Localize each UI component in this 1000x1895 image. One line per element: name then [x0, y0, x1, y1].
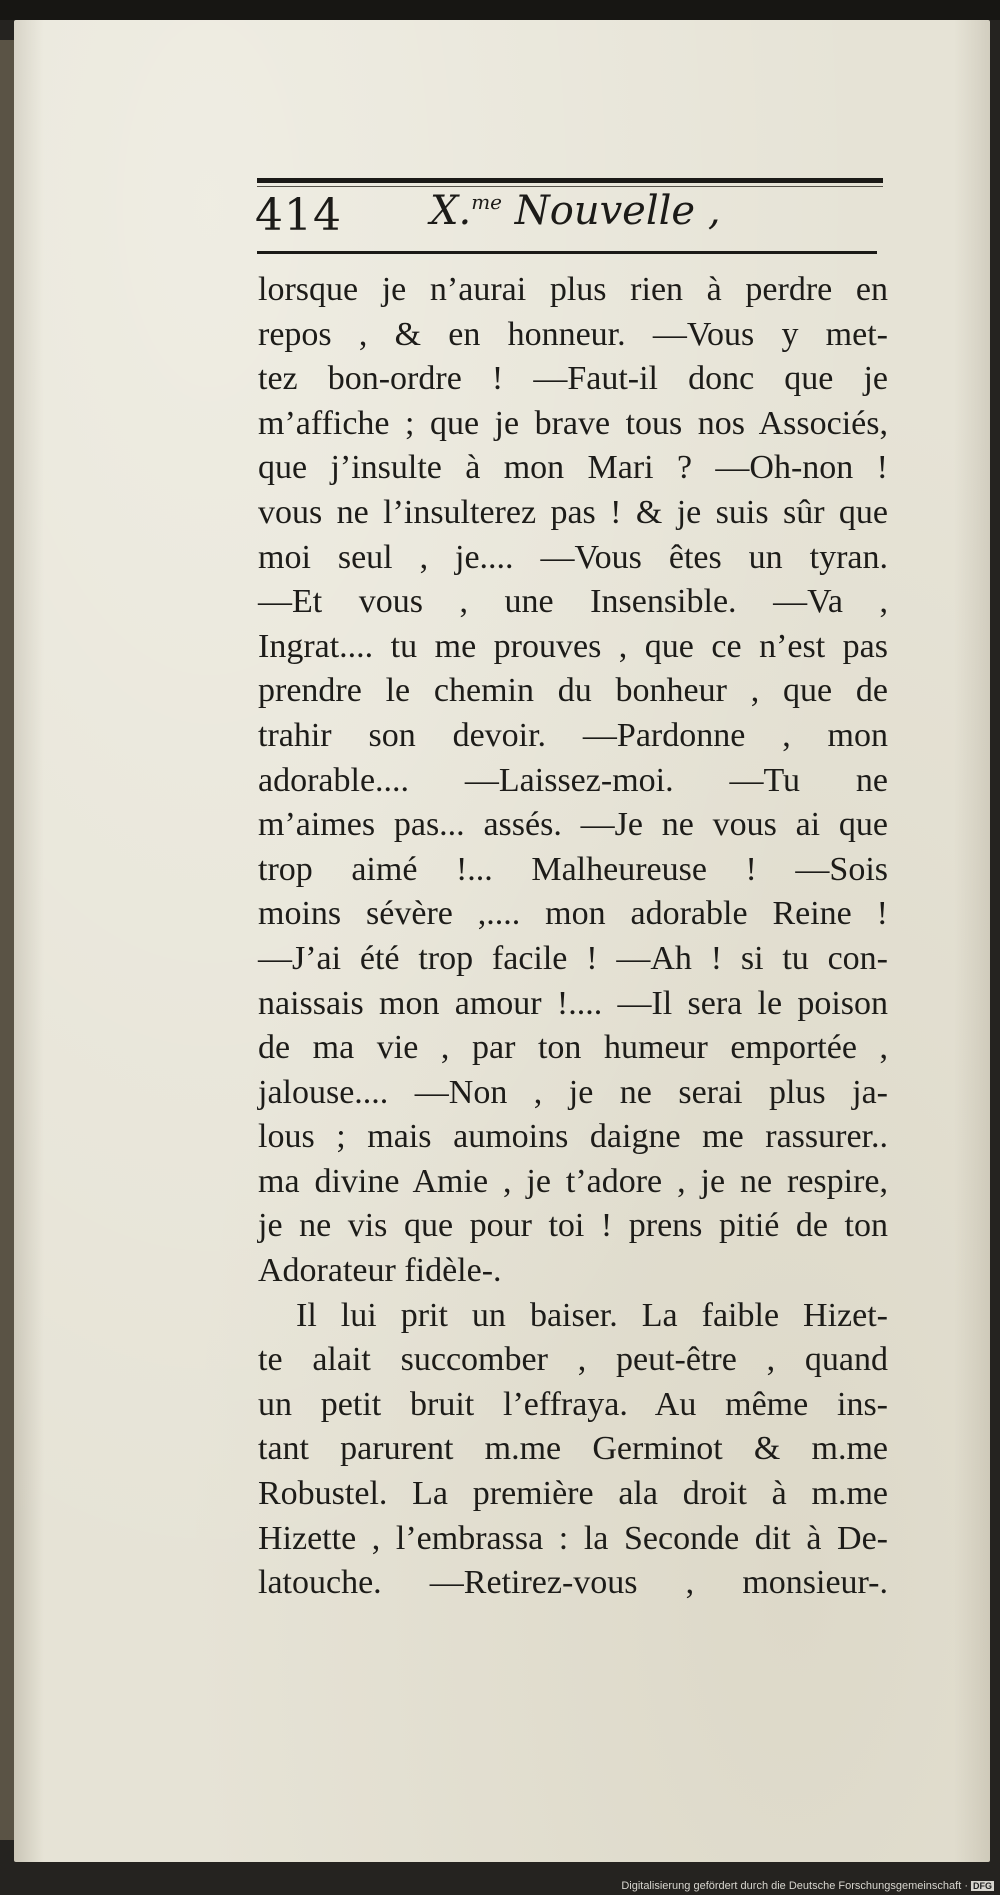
text-line: adorable.... —Laissez-moi. —Tu ne [258, 761, 888, 799]
running-title [430, 188, 721, 234]
page-number: 414 [255, 190, 342, 241]
text-line: que j’insulte à mon Mari ? —Oh-non ! [258, 449, 888, 487]
text-line: prendre le chemin du bonheur , que de [258, 672, 888, 710]
running-title-superscript: me [471, 190, 503, 214]
text-line: vous ne l’insulterez pas ! & je suis sûr que [258, 493, 888, 531]
text-line: tant parurent m.me Germinot & m.me [258, 1430, 888, 1468]
text-line: latouche. —Retirez-vous , monsieur-. [258, 1564, 888, 1602]
credit-text: Digitalisierung gefördert durch die Deutsche Forschungsgemeinschaft · [621, 1880, 968, 1892]
text-line: te alait succomber , peut-être , quand [258, 1341, 888, 1379]
text-line: je ne vis que pour toi ! prens pitié de ton [258, 1207, 888, 1245]
text-line: Ingrat.... tu me prouves , que ce n’est pas [258, 627, 888, 665]
text-line: —J’ai été trop facile ! —Ah ! si tu con- [258, 939, 888, 977]
text-line: moins sévère ,.... mon adorable Reine ! [258, 895, 888, 933]
text-line: m’affiche ; que je brave tous nos Associés, [258, 404, 888, 442]
text-line: Adorateur fidèle-. [258, 1252, 502, 1290]
dfg-logo: DFG [973, 1881, 992, 1891]
text-line: lous ; mais aumoins daigne me rassurer.. [258, 1118, 888, 1156]
text-line: tez bon-ordre ! —Faut-il donc que je [258, 360, 888, 398]
text-line: trop aimé !... Malheureuse ! —Sois [258, 850, 888, 888]
text-line: trahir son devoir. —Pardonne , mon [258, 716, 888, 754]
text-line: Robustel. La première ala droit à m.me [258, 1475, 888, 1513]
page-binding-edge [0, 40, 14, 1840]
text-line: moi seul , je.... —Vous êtes un tyran. [258, 538, 888, 576]
text-line: jalouse.... —Non , je ne serai plus ja- [258, 1073, 888, 1111]
header-rule-bottom [257, 251, 877, 254]
running-title-prefix: X. [430, 188, 472, 234]
body-text [258, 268, 888, 1606]
scan-top-shadow [0, 0, 1000, 20]
digitization-credit [621, 1880, 994, 1892]
text-line: Hizette , l’embrassa : la Seconde dit à De- [258, 1519, 888, 1557]
running-title-rest: Nouvelle , [502, 188, 721, 234]
text-line: Il lui prit un baiser. La faible Hizet- [296, 1296, 888, 1334]
text-line: un petit bruit l’effraya. Au même ins- [258, 1385, 888, 1423]
text-line: ma divine Amie , je t’adore , je ne respire, [258, 1162, 888, 1200]
text-line: m’aimes pas... assés. —Je ne vous ai que [258, 806, 888, 844]
page-header [255, 186, 885, 244]
text-line: lorsque je n’aurai plus rien à perdre en [258, 271, 888, 308]
text-line: de ma vie , par ton humeur emportée , [258, 1029, 888, 1067]
text-line: repos , & en honneur. —Vous y met- [258, 315, 888, 353]
text-line: naissais mon amour !.... —Il sera le poison [258, 984, 888, 1022]
header-rule-top [257, 178, 883, 183]
text-line: —Et vous , une Insensible. —Va , [258, 583, 888, 621]
